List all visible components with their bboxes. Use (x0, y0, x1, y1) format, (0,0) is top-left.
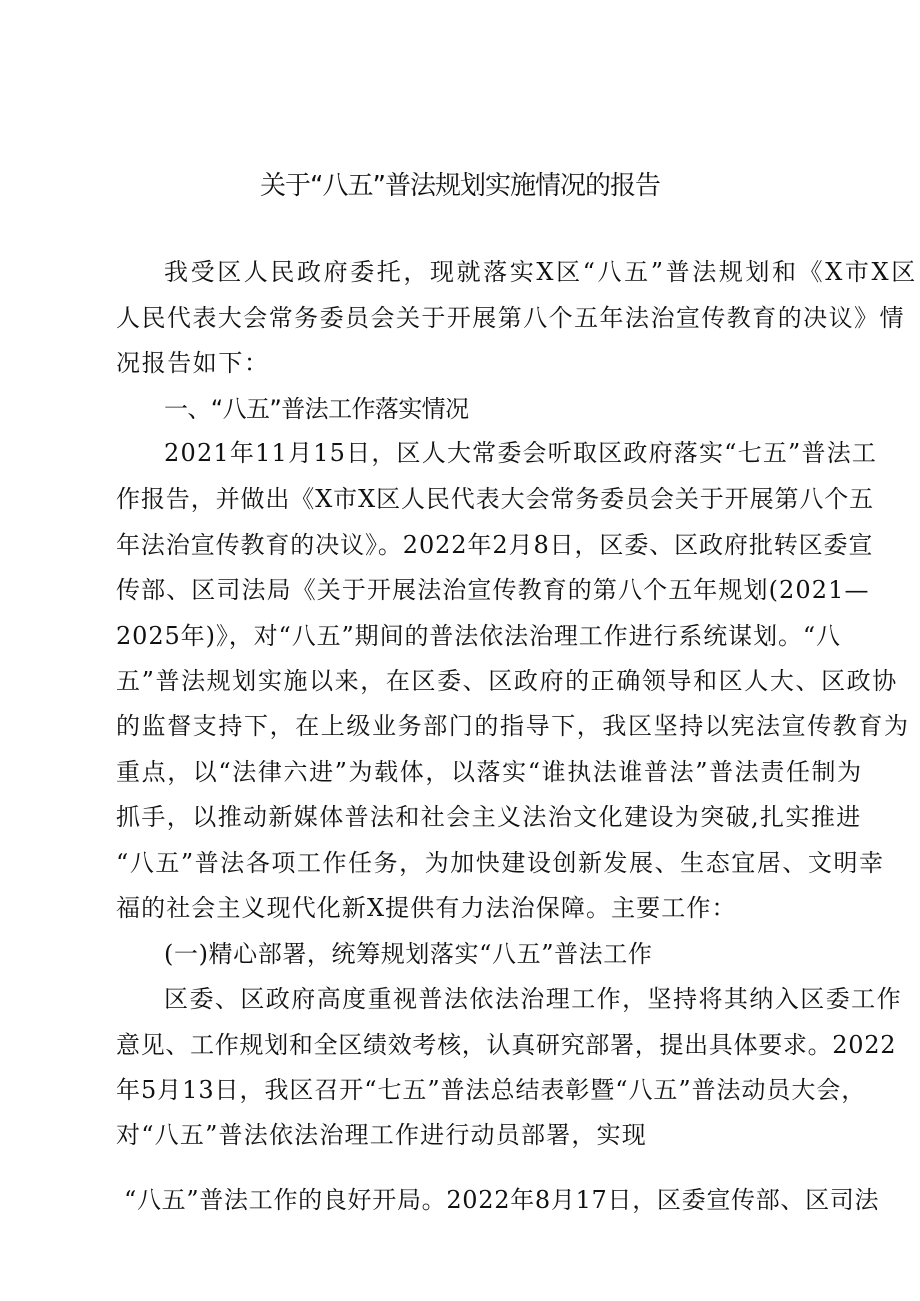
paragraph-line: 的监督支持下，在上级业务部门的指导下，我区坚持以宪法宣传教育为 (116, 712, 910, 740)
paragraph-line: 传部、区司法局《关于开展法治宣传教育的第八个五年规划(2021— (116, 576, 870, 604)
paragraph-line: 五”普法规划实施以来，在区委、区政府的正确领导和区人大、区政协 (116, 667, 898, 695)
paragraph-line: 重点，以“法律六进”为载体，以落实“谁执法谁普法”普法责任制为 (116, 758, 863, 786)
paragraph-line: 2025年)》，对“八五”期间的普法依法治理工作进行系统谋划。“八 (116, 622, 841, 650)
paragraph-line: 对“八五”普法依法治理工作进行动员部署，实现 (116, 1121, 647, 1149)
section-heading: 一、“八五”普法工作落实情况 (164, 395, 469, 423)
document-title: 关于“八五”普法规划实施情况的报告 (260, 171, 660, 201)
paragraph-line: 抓手，以推动新媒体普法和社会主义法治文化建设为突破,扎实推进 (116, 803, 862, 831)
paragraph-line: 况报告如下： (116, 349, 270, 377)
paragraph-line: 人民代表大会常务委员会关于开展第八个五年法治宣传教育的决议》情 (116, 304, 905, 332)
paragraph-line: 2021年11月15日，区人大常委会听取区政府落实“七五”普法工 (164, 439, 878, 467)
paragraph-line: “八五”普法工作的良好开局。2022年8月17日，区委宣传部、区司法 (124, 1186, 880, 1214)
paragraph-line: “八五”普法各项工作任务，为加快建设创新发展、生态宜居、文明幸 (116, 849, 885, 877)
paragraph-line: 我受区人民政府委托，现就落实X区“八五”普法规划和《X市X区 (164, 258, 918, 286)
paragraph-line: 福的社会主义现代化新X提供有力法治保障。主要工作： (116, 894, 737, 922)
paragraph-line: 年法治宣传教育的决议》。2022年2月8日，区委、区政府批转区委宣 (116, 531, 874, 559)
subsection-heading: (一)精心部署，统筹规划落实“八五”普法工作 (164, 940, 653, 968)
paragraph-line: 年5月13日，我区召开“七五”普法总结表彰暨“八五”普法动员大会， (116, 1076, 867, 1104)
paragraph-line: 作报告，并做出《X市X区人民代表大会常务委员会关于开展第八个五 (116, 485, 875, 513)
paragraph-line: 区委、区政府高度重视普法依法治理工作，坚持将其纳入区委工作 (164, 985, 903, 1013)
paragraph-line: 意见、工作规划和全区绩效考核，认真研究部署，提出具体要求。2022 (116, 1031, 897, 1059)
